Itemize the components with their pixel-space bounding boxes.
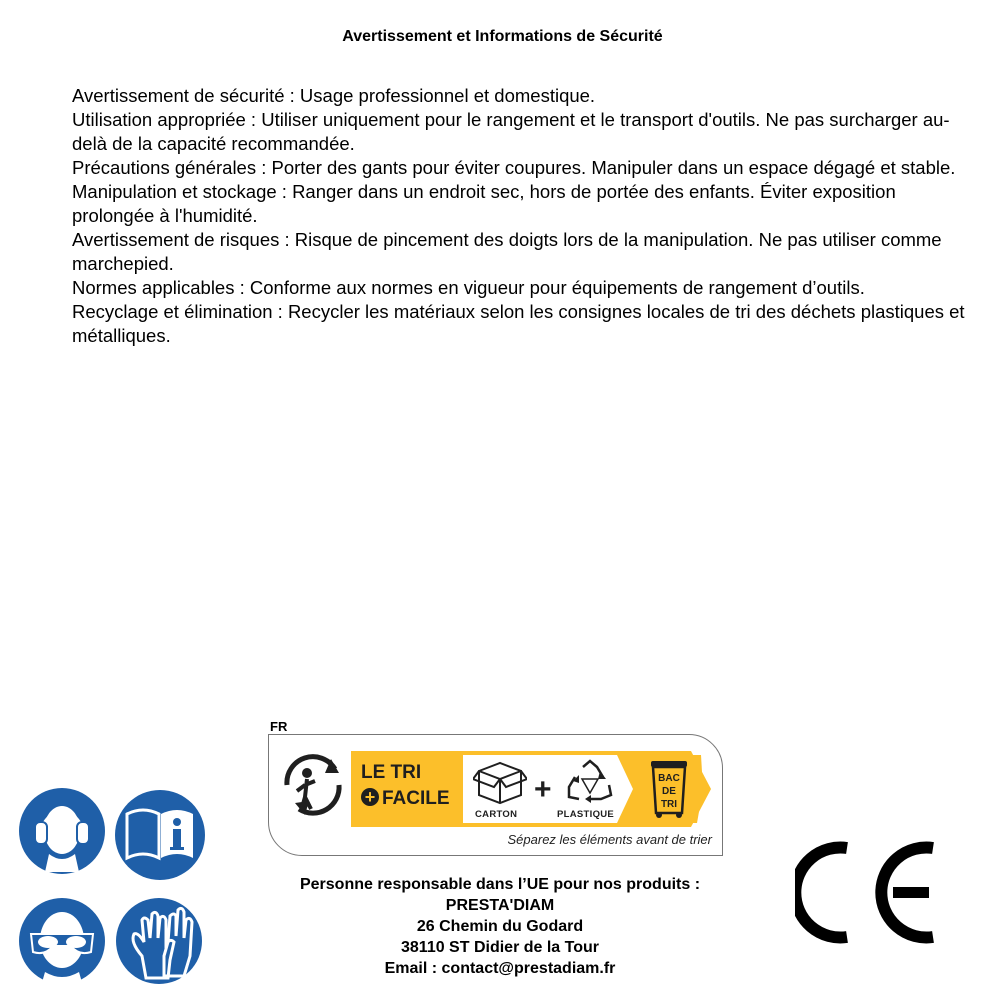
contact-email: Email : contact@prestadiam.fr	[384, 960, 616, 977]
bin-label-line3: TRI	[660, 799, 678, 810]
address-street: 26 Chemin du Godard	[416, 918, 584, 935]
document-title: Avertissement et Informations de Sécurité	[342, 28, 663, 45]
triman-icon	[275, 745, 351, 821]
recycle-icon	[565, 759, 615, 805]
responsible-person-block	[200, 874, 800, 979]
company-name: PRESTA'DIAM	[445, 897, 555, 914]
triman-slogan	[361, 760, 450, 812]
triman-line1: LE TRI	[361, 762, 422, 783]
paragraph-appropriate-use: Utilisation appropriée : Utiliser uniquement pour le rangement et le transport d'outils. Ne pas surcharger au-delà de la capacité recommandée.	[72, 109, 950, 154]
paragraph-safety-warning: Avertissement de sécurité : Usage professionnel et domestique.	[72, 85, 596, 106]
triman-logo	[268, 734, 723, 856]
triman-lang-label: FR	[270, 719, 288, 734]
read-manual-icon	[111, 786, 209, 884]
gloves-icon	[112, 894, 206, 988]
ear-protection-icon	[15, 784, 109, 878]
triman-line2: FACILE	[382, 788, 450, 809]
paragraph-risk-warning: Avertissement de risques : Risque de pincement des doigts lors de la manipulation. Ne pas utiliser comme marchepied.	[72, 229, 942, 274]
paragraph-general-precautions: Précautions générales : Porter des gants pour éviter coupures. Manipuler dans un espace dégagé et stable.	[72, 157, 956, 178]
paragraph-standards: Normes applicables : Conforme aux normes en vigueur pour équipements de rangement d’outils.	[72, 277, 865, 298]
bin-label-line2: DE	[662, 786, 676, 797]
paragraph-recycling: Recyclage et élimination : Recycler les matériaux selon les consignes locales de tri des déchets plastiques et métalliques.	[72, 301, 965, 346]
triman-plus-icon: +	[361, 788, 379, 806]
carton-box-icon	[473, 759, 527, 805]
paragraph-handling-storage: Manipulation et stockage : Ranger dans un endroit sec, hors de portée des enfants. Éviter exposition prolongée à l'humidité.	[72, 181, 896, 226]
ce-mark-icon	[795, 840, 945, 945]
plus-separator: +	[534, 773, 552, 806]
eye-protection-icon	[15, 894, 109, 988]
bin-label	[653, 772, 685, 811]
plastique-label: PLASTIQUE	[557, 809, 615, 820]
contact-heading: Personne responsable dans l’UE pour nos produits :	[299, 876, 701, 893]
bin-label-line1: BAC	[658, 773, 680, 784]
triman-footer: Séparez les éléments avant de trier	[507, 832, 712, 847]
safety-text	[72, 84, 972, 348]
carton-label: CARTON	[475, 809, 518, 820]
address-city: 38110 ST Didier de la Tour	[401, 939, 599, 956]
